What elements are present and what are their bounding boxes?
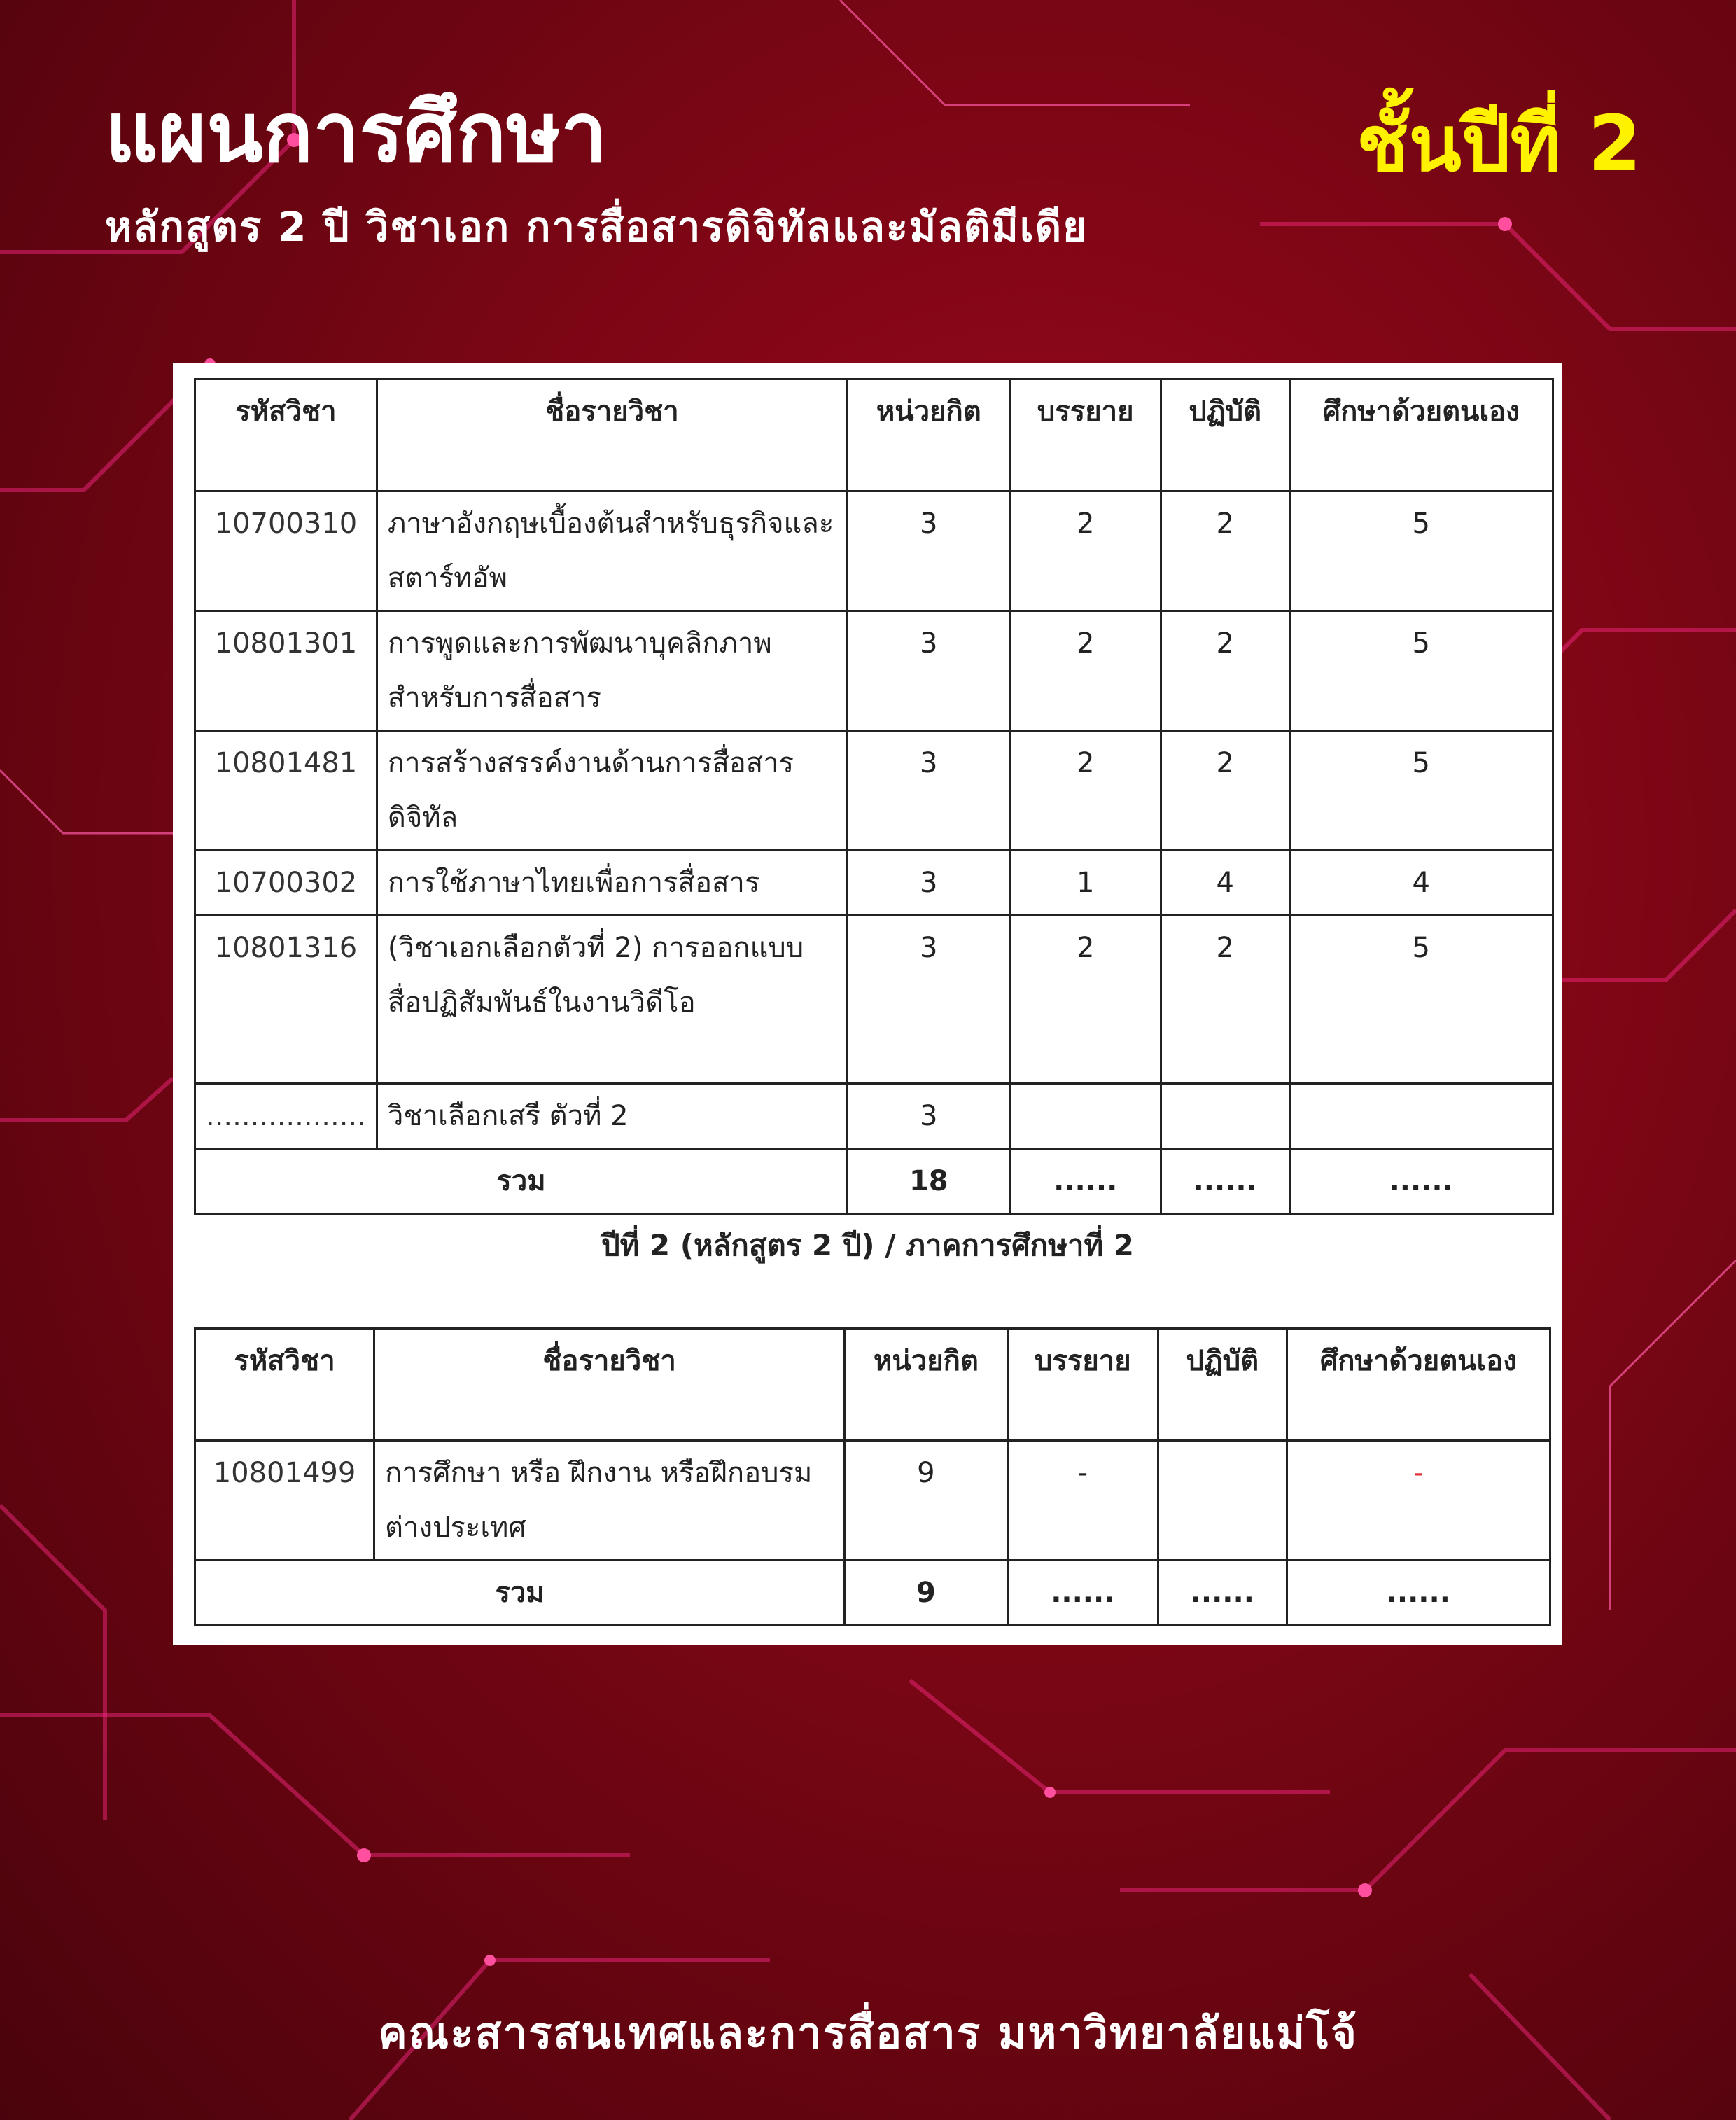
- course-code: 10700302: [195, 851, 377, 916]
- course-self-study: -: [1287, 1441, 1550, 1561]
- semester-1-table: [194, 378, 1554, 1215]
- course-credit: 3: [847, 916, 1010, 1084]
- table-row: [195, 611, 1553, 731]
- table-row: [195, 1441, 1550, 1561]
- total-credit: 18: [847, 1149, 1010, 1214]
- col-header-code: รหัสวิชา: [195, 379, 377, 491]
- course-lecture: 1: [1010, 851, 1161, 916]
- table-header-row: [195, 1329, 1550, 1441]
- total-label: รวม: [195, 1561, 845, 1626]
- col-header-self-study: ศึกษาด้วยตนเอง: [1287, 1329, 1550, 1441]
- course-code: 10801301: [195, 611, 377, 731]
- faculty-footer: คณะสารสนเทศและการสื่อสาร มหาวิทยาลัยแม่โจ้: [378, 2007, 1358, 2058]
- year-label: ชั้นปีที่ 2: [1356, 99, 1642, 188]
- course-self-study: [1289, 1084, 1553, 1149]
- total-label: รวม: [195, 1149, 848, 1214]
- course-self-study: 5: [1289, 611, 1553, 731]
- course-lecture: -: [1007, 1441, 1158, 1561]
- total-lecture: ......: [1007, 1561, 1158, 1626]
- course-self-study: 5: [1289, 916, 1553, 1084]
- course-practice: 4: [1161, 851, 1289, 916]
- table-row: [195, 731, 1553, 851]
- col-header-lecture: บรรยาย: [1007, 1329, 1158, 1441]
- course-practice: 2: [1161, 731, 1289, 851]
- course-name: การพูดและการพัฒนาบุคลิกภาพสำหรับการสื่อสาร: [377, 611, 847, 731]
- total-lecture: ......: [1010, 1149, 1161, 1214]
- col-header-lecture: บรรยาย: [1010, 379, 1161, 491]
- total-practice: ......: [1161, 1149, 1289, 1214]
- course-code: 10801316: [195, 916, 377, 1084]
- col-header-practice: ปฏิบัติ: [1158, 1329, 1287, 1441]
- col-header-name: ชื่อรายวิชา: [377, 379, 847, 491]
- col-header-code: รหัสวิชา: [195, 1329, 374, 1441]
- course-lecture: 2: [1010, 731, 1161, 851]
- course-practice: 2: [1161, 916, 1289, 1084]
- semester-2-table: [194, 1327, 1551, 1626]
- total-practice: ......: [1158, 1561, 1287, 1626]
- course-practice: [1158, 1441, 1287, 1561]
- table-row: [195, 851, 1553, 916]
- course-code: 10700310: [195, 491, 377, 611]
- course-name: การสร้างสรรค์งานด้านการสื่อสารดิจิทัล: [377, 731, 847, 851]
- table-header-row: [195, 379, 1553, 491]
- course-credit: 3: [847, 851, 1010, 916]
- course-credit: 3: [847, 731, 1010, 851]
- course-practice: [1161, 1084, 1289, 1149]
- table-row: [195, 916, 1553, 1084]
- total-self-study: ......: [1289, 1149, 1553, 1214]
- col-header-credit: หน่วยกิต: [847, 379, 1010, 491]
- course-name: (วิชาเอกเลือกตัวที่ 2) การออกแบบสื่อปฏิสัมพันธ์ในงานวิดีโอ: [377, 916, 847, 1084]
- course-credit: 9: [845, 1441, 1008, 1561]
- course-credit: 3: [847, 611, 1010, 731]
- course-self-study: 5: [1289, 731, 1553, 851]
- course-lecture: 2: [1010, 491, 1161, 611]
- course-credit: 3: [847, 491, 1010, 611]
- course-code: ..................: [195, 1084, 377, 1149]
- course-credit: 3: [847, 1084, 1010, 1149]
- col-header-name: ชื่อรายวิชา: [374, 1329, 845, 1441]
- course-practice: 2: [1161, 611, 1289, 731]
- col-header-credit: หน่วยกิต: [845, 1329, 1008, 1441]
- course-name: ภาษาอังกฤษเบื้องต้นสำหรับธุรกิจและสตาร์ทอัพ: [377, 491, 847, 611]
- course-name: การใช้ภาษาไทยเพื่อการสื่อสาร: [377, 851, 847, 916]
- course-lecture: [1010, 1084, 1161, 1149]
- course-code: 10801499: [195, 1441, 374, 1561]
- course-name: วิชาเลือกเสรี ตัวที่ 2: [377, 1084, 847, 1149]
- course-practice: 2: [1161, 491, 1289, 611]
- col-header-practice: ปฏิบัติ: [1161, 379, 1289, 491]
- course-lecture: 2: [1010, 611, 1161, 731]
- total-credit: 9: [845, 1561, 1008, 1626]
- total-self-study: ......: [1287, 1561, 1550, 1626]
- course-code: 10801481: [195, 731, 377, 851]
- page-title: แผนการศึกษา: [105, 84, 608, 181]
- table-row: [195, 1084, 1553, 1149]
- study-plan-panel: [173, 363, 1562, 1645]
- program-subtitle: หลักสูตร 2 ปี วิชาเอก การสื่อสารดิจิทัลและมัลติมีเดีย: [105, 203, 1088, 251]
- course-self-study: 4: [1289, 851, 1553, 916]
- table-row: [195, 491, 1553, 611]
- course-self-study: 5: [1289, 491, 1553, 611]
- course-name: การศึกษา หรือ ฝึกงาน หรือฝึกอบรมต่างประเทศ: [374, 1441, 845, 1561]
- total-row: [195, 1561, 1550, 1626]
- semester-2-title: ปีที่ 2 (หลักสูตร 2 ปี) / ภาคการศึกษาที่ 2: [601, 1228, 1135, 1262]
- col-header-self-study: ศึกษาด้วยตนเอง: [1289, 379, 1553, 491]
- total-row: [195, 1149, 1553, 1214]
- course-lecture: 2: [1010, 916, 1161, 1084]
